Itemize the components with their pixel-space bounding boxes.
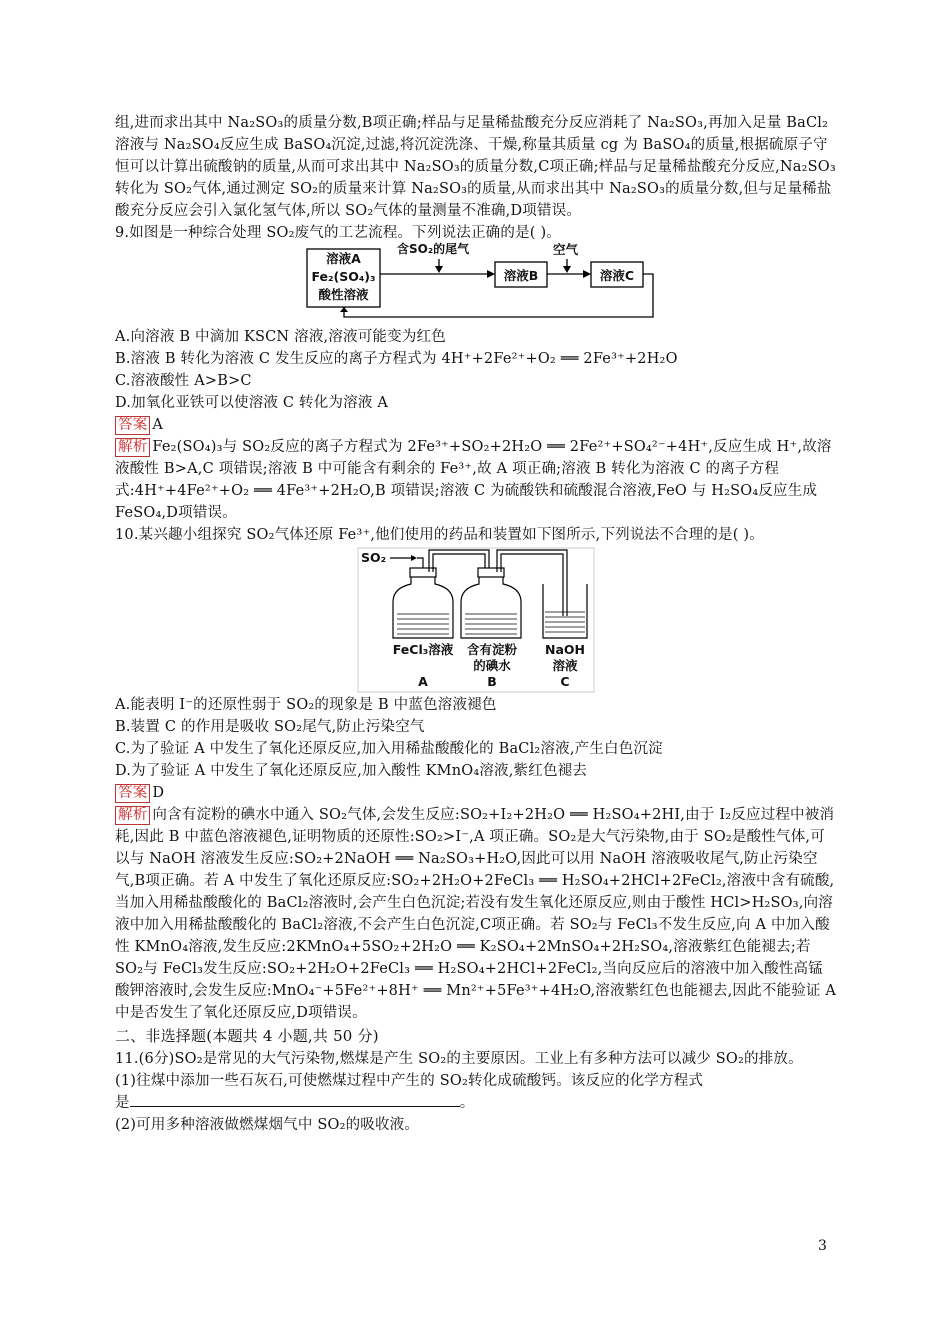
q9-option-c: C.溶液酸性 A>B>C (115, 373, 252, 389)
q10-option-a: A.能表明 I⁻的还原性弱于 SO₂的现象是 B 中蓝色溶液褪色 (115, 697, 497, 713)
box-b-label: 溶液B (503, 268, 539, 283)
q10-answer-value: D (152, 785, 165, 801)
analysis-tag: 解析 (115, 438, 150, 457)
bottle-a-reagent: FeCl₃溶液 (392, 642, 454, 657)
q11-part1-end: 。 (459, 1095, 475, 1111)
q10-answer (115, 782, 837, 804)
q10-option-d: D.为了验证 A 中发生了氧化还原反应,加入酸性 KMnO₄溶液,紫红色褪去 (115, 763, 588, 779)
q9-analysis-text: Fe₂(SO₄)₃与 SO₂反应的离子方程式为 2Fe³⁺+SO₂+2H₂O ══ 2Fe²⁺+SO₄²⁻+4H⁺,反应生成 H⁺,故溶液酸性 B>A,C 项错误;溶液 B 中可能含有剩余的 Fe³⁺,故 A 项正确;溶液 B 转化为溶液 C 的离子方程式:4H⁺+4Fe²⁺+O₂ ══ 4Fe³⁺+2H₂O,B 项错误;溶液 C 为硫酸铁和硫酸混合溶液,FeO 与 H₂SO₄反应生成 FeSO₄,D项错误。 (115, 439, 832, 521)
bottle-b-letter: B (487, 674, 497, 689)
analysis-tag: 解析 (115, 806, 150, 825)
previous-analysis-text: 组,进而求出其中 Na₂SO₃的质量分数,B项正确;样品与足量稀盐酸充分反应消耗了 Na₂SO₃,再加入足量 BaCl₂溶液与 Na₂SO₄反应生成 BaSO₄沉淀,过滤,将沉淀洗涤、干燥,称量其质量 cg 为 BaSO₄的质量,根据硫原子守恒可以计算出硫酸钠的质量,从而可求出其中 Na₂SO₃的质量分数,C项正确;样品与足量稀盐酸充分反应,Na₂SO₃转化为 SO₂气体,通过测定 SO₂的质量来计算 Na₂SO₃的质量,从而求出其中 Na₂SO₃的质量分数,但与足量稀盐酸充分反应会引入氯化氢气体,所以 SO₂气体的量测量不准确,D项错误。 (115, 115, 836, 219)
q9-flow-svg (115, 244, 837, 326)
box-c-label: 溶液C (599, 268, 635, 283)
answer-tag: 答案 (115, 416, 150, 435)
q9-answer (115, 414, 837, 436)
q10-analysis-text: 向含有淀粉的碘水中通入 SO₂气体,会发生反应:SO₂+I₂+2H₂O ══ H₂SO₄+2HI,由于 I₂反应过程中被消耗,因此 B 中蓝色溶液褪色,证明物质的还原性:SO₂>I⁻,A 项正确。SO₂是大气污染物,由于 SO₂是酸性气体,可以与 NaOH 溶液发生反应:SO₂+2NaOH ══ Na₂SO₃+H₂O,因此可以用 NaOH 溶液吸收尾气,防止污染空气,B项正确。若 A 中发生了氧化还原反应:SO₂+2H₂O+2FeCl₃ ══ H₂SO₄+2HCl+2FeCl₂,溶液中含有硫酸,当加入用稀盐酸酸化的 BaCl₂溶液时,会产生白色沉淀;若没有发生氧化还原反应,则由于酸性 HCl>H₂SO₃,向溶液中加入用稀盐酸酸化的 BaCl₂溶液,不会产生白色沉淀,C项正确。若 SO₂与 FeCl₃不发生反应,向 A 中加入酸性 KMnO₄溶液,发生反应:2KMnO₄+5SO₂+2H₂O ══ K₂SO₄+2MnSO₄+2H₂SO₄,溶液紫红色能褪去;若 SO₂与 FeCl₃发生反应:SO₂+2H₂O+2FeCl₃ ══ H₂SO₄+2HCl+2FeCl₂,当向反应后的溶液中加入酸性高锰酸钾溶液时,会发生反应:MnO₄⁻+5Fe²⁺+8H⁺ ══ Mn²⁺+5Fe³⁺+4H₂O,溶液紫红色也能褪去,因此不能验证 A 中是否发生了氧化还原反应,D项错误。 (115, 807, 837, 1021)
page-body (115, 112, 837, 1136)
page-number: 3 (818, 1238, 827, 1254)
bottle-a-letter: A (418, 674, 428, 689)
q10-option-c: C.为了验证 A 中发生了氧化还原反应,加入用稀盐酸酸化的 BaCl₂溶液,产生白色沉淀 (115, 741, 663, 757)
beaker-c-reagent-line2: 溶液 (552, 658, 578, 673)
q9-option-b: B.溶液 B 转化为溶液 C 发生反应的离子方程式为 4H⁺+2Fe²⁺+O₂ ══ 2Fe³⁺+2H₂O (115, 351, 678, 367)
beaker-c-reagent-line1: NaOH (545, 642, 585, 657)
question-9-stem: 9.如图是一种综合处理 SO₂废气的工艺流程。下列说法正确的是( )。 (115, 225, 561, 241)
q9-answer-value: A (152, 417, 164, 433)
q9-flow-diagram (115, 244, 837, 326)
question-10-stem: 10.某兴趣小组探究 SO₂气体还原 Fe³⁺,他们使用的药品和装置如下图所示,下列说法不合理的是( )。 (115, 527, 764, 543)
q11-part1-prefix: 是 (115, 1095, 130, 1111)
q10-option-b: B.装置 C 的作用是吸收 SO₂尾气,防止污染空气 (115, 719, 425, 735)
beaker-c-letter: C (560, 674, 570, 689)
box-a-title: 溶液A (326, 251, 361, 266)
q9-analysis (115, 436, 837, 524)
box-a-formula: Fe₂(SO₄)₃ (311, 269, 376, 284)
so2-tail-gas-label: 含SO₂的尾气 (397, 242, 470, 256)
section-2-heading: 二、非选择题(本题共 4 小题,共 50 分) (115, 1027, 379, 1045)
box-a-desc: 酸性溶液 (318, 287, 369, 302)
air-label: 空气 (553, 242, 579, 257)
q10-apparatus-diagram (115, 546, 837, 694)
q9-option-a: A.向溶液 B 中滴加 KSCN 溶液,溶液可能变为红色 (115, 329, 446, 345)
q10-analysis (115, 804, 837, 1024)
answer-blank[interactable] (130, 1092, 460, 1107)
q11-part1-line1: (1)往煤中添加一些石灰石,可使燃煤过程中产生的 SO₂转化成硫酸钙。该反应的化学方程式 (115, 1073, 704, 1089)
question-11-stem: 11.(6分)SO₂是常见的大气污染物,燃煤是产生 SO₂的主要原因。工业上有多种方法可以减少 SO₂的排放。 (115, 1051, 803, 1067)
q11-part1-line2 (115, 1092, 837, 1114)
so2-inlet-label: SO₂ (361, 550, 387, 565)
q9-option-d: D.加氧化亚铁可以使溶液 C 转化为溶液 A (115, 395, 389, 411)
q11-part2: (2)可用多种溶液做燃煤烟气中 SO₂的吸收液。 (115, 1117, 420, 1133)
bottle-b-reagent-line2: 的碘水 (473, 658, 511, 673)
answer-tag: 答案 (115, 784, 150, 803)
bottle-b-reagent-line1: 含有淀粉 (466, 642, 517, 657)
